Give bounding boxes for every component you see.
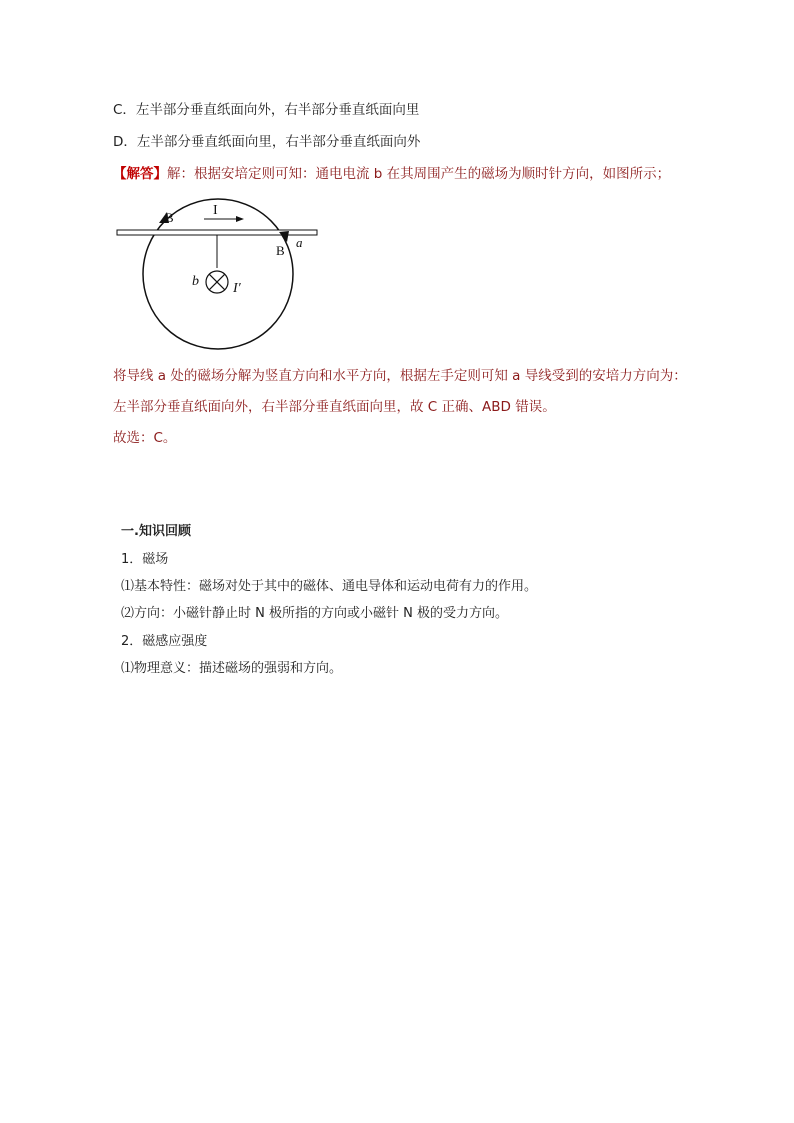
answer-tag: 【解答】 <box>113 166 167 182</box>
label-a: a <box>296 235 303 250</box>
option-d: D．左半部分垂直纸面向里，右半部分垂直纸面向外 <box>113 134 421 150</box>
review-item-2-1: ⑴物理意义：描述磁场的强弱和方向。 <box>121 661 343 676</box>
label-i-prime: I′ <box>233 281 241 296</box>
current-arrow-head <box>236 216 244 222</box>
label-b-left: B <box>165 210 174 225</box>
answer-intro-line <box>113 165 670 183</box>
answer-line-1: 将导线 a 处的磁场分解为竖直方向和水平方向，根据左手定则可知 a 导线受到的安培力方向为： <box>113 368 687 384</box>
review-item-1: 1．磁场 <box>121 552 169 567</box>
review-item-1-1: ⑴基本特性：磁场对处于其中的磁体、通电导体和运动电荷有力的作用。 <box>121 579 538 594</box>
label-i: I <box>213 203 218 218</box>
review-heading: 一.知识回顾 <box>121 524 191 539</box>
label-b-right: B <box>276 243 285 258</box>
magnetic-field-figure <box>112 192 324 354</box>
option-c: C．左半部分垂直纸面向外，右半部分垂直纸面向里 <box>113 102 420 118</box>
field-arrow-right <box>279 231 289 242</box>
label-b: b <box>192 274 199 289</box>
answer-intro: 解：根据安培定则可知：通电电流 b 在其周围产生的磁场为顺时针方向，如图所示； <box>167 166 671 182</box>
review-item-2: 2．磁感应强度 <box>121 634 208 649</box>
answer-line-2: 左半部分垂直纸面向外，右半部分垂直纸面向里，故 C 正确、ABD 错误。 <box>113 399 556 415</box>
review-item-1-2: ⑵方向：小磁针静止时 N 极所指的方向或小磁针 N 极的受力方向。 <box>121 606 508 621</box>
answer-choice: 故选：C。 <box>113 430 177 446</box>
